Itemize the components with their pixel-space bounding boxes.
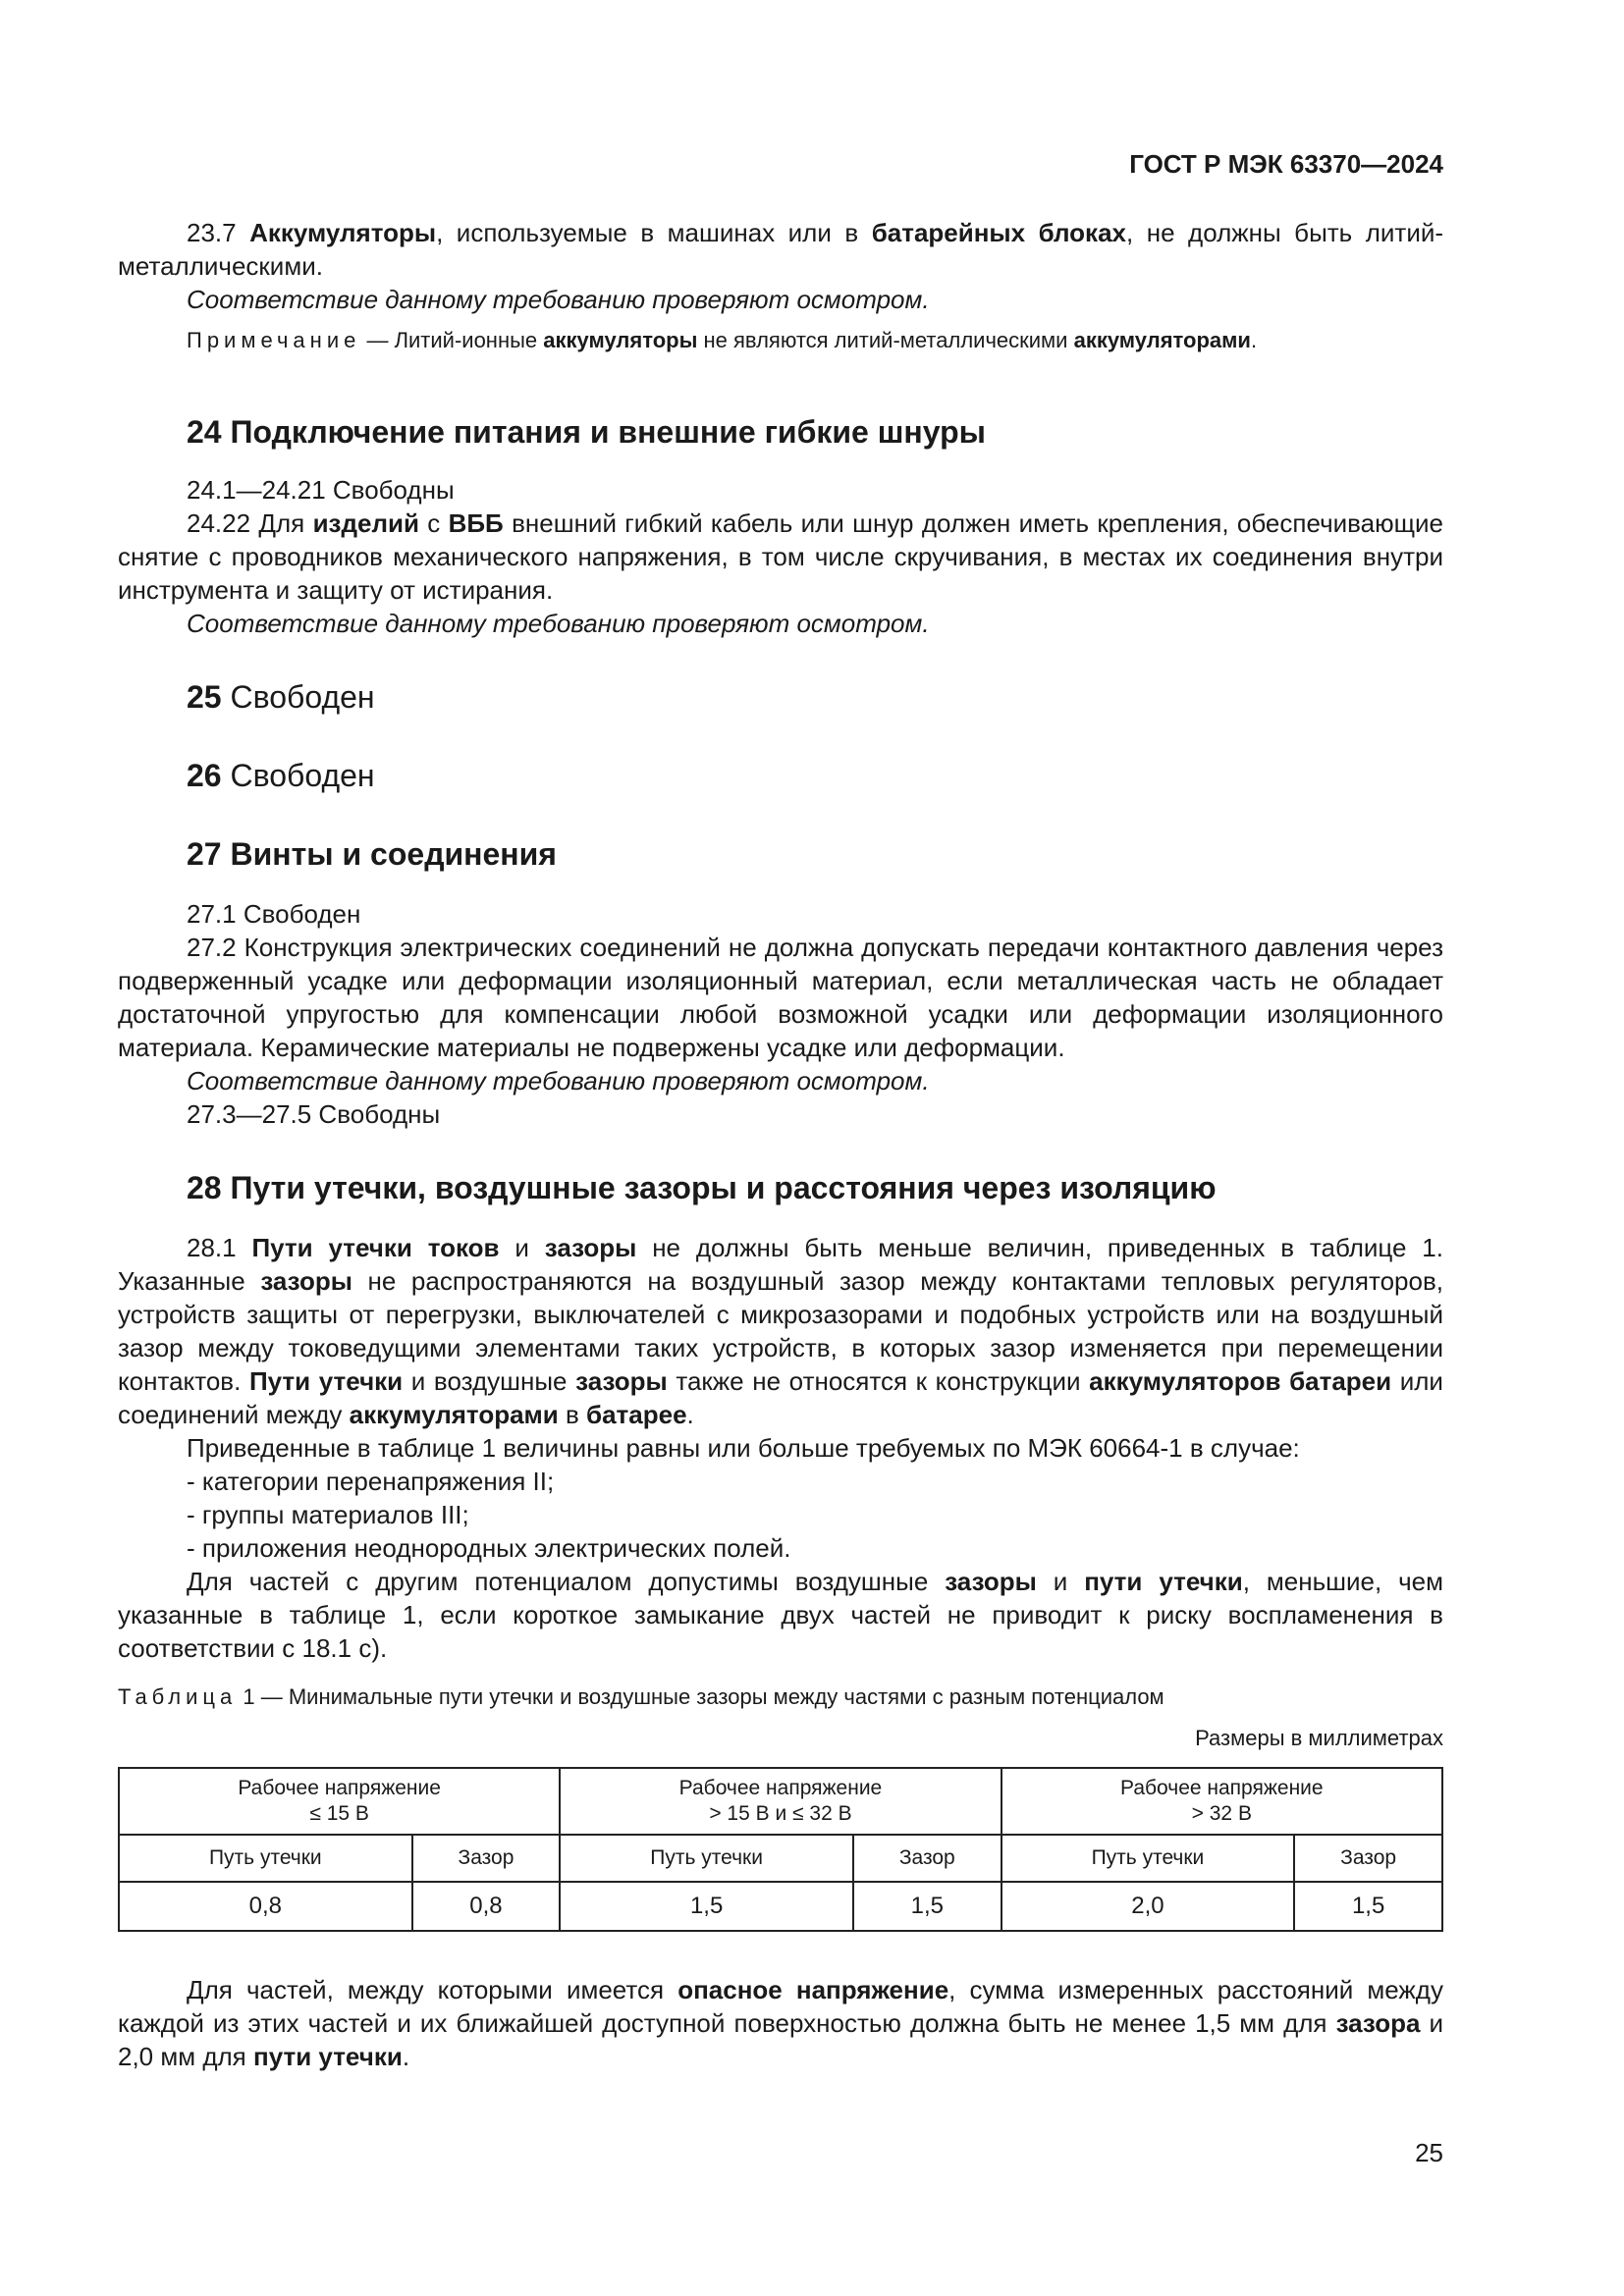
clause-27-3-5: 27.3—27.5 Свободны bbox=[187, 1099, 441, 1129]
table-units-wrap bbox=[118, 1726, 1443, 1751]
compliance-text: Соответствие данному требованию проверяют осмотром. bbox=[187, 285, 930, 314]
table-caption-wrap bbox=[118, 1682, 1443, 1712]
section-24-heading: 24 Подключение питания и внешние гибкие шнуры bbox=[187, 414, 986, 450]
section-27-heading: 27 Винты и соединения bbox=[187, 836, 557, 872]
section-28-body bbox=[118, 1231, 1443, 1665]
clause-23-7-text: 23.7 Аккумуляторы, используемые в машинах или в батарейных блоках, не должны быть литий-металлическими. bbox=[118, 218, 1444, 281]
table-header-row bbox=[119, 1768, 1442, 1835]
table-cell: 0,8 bbox=[119, 1882, 412, 1931]
clause-27-2: 27.2 Конструкция электрических соединений не должна допускать передачи контактного давления через подверженный усадке или деформации изоляционный материал, если металлическая часть не обладает достаточной упругостью для компенсации любой возможной усадки или деформации изоляционного материала. Керамические материалы не подвержены усадке или деформации. bbox=[118, 933, 1443, 1062]
compliance-text: Соответствие данному требованию проверяют осмотром. bbox=[187, 1066, 930, 1095]
section-28-heading-wrap bbox=[118, 1170, 1443, 1206]
section-27-heading-wrap bbox=[118, 836, 1443, 873]
table-group-header: Рабочее напряжение > 15 В и ≤ 32 В bbox=[560, 1768, 1001, 1835]
clause-24-1-21: 24.1—24.21 Свободны bbox=[187, 475, 455, 505]
table-subheader: Путь утечки bbox=[119, 1835, 412, 1882]
page-number: 25 bbox=[1415, 2138, 1443, 2167]
section-26: 26 Свободен bbox=[187, 758, 375, 793]
compliance-text: Соответствие данному требованию проверяют осмотром. bbox=[187, 609, 930, 638]
table-group-header: Рабочее напряжение ≤ 15 В bbox=[119, 1768, 560, 1835]
clause-27-1: 27.1 Свободен bbox=[187, 899, 361, 929]
table-cell: 0,8 bbox=[412, 1882, 561, 1931]
section-24-heading-wrap bbox=[118, 414, 1443, 451]
clause-28-1-other-potential: Для частей с другим потенциалом допустимы воздушные зазоры и пути утечки, меньшие, чем указанные в таблице 1, если короткое замыкание двух частей не приводит к риску воспламенения в соответствии с 18.1 с). bbox=[118, 1567, 1444, 1663]
table-cell: 1,5 bbox=[1294, 1882, 1442, 1931]
clause-28-1: 28.1 Пути утечки токов и зазоры не должны быть меньше величин, приведенных в таблице 1. Указанные зазоры не распространяются на воздушный зазор между контактами тепловых регуляторов, устройств защиты от перегрузки, выключателей с микрозазорами и подобных устройств или на воздушный зазор между токоведущими элементами таких устройств, в которых зазор изменяется при перемещении контактов. Пути утечки и воздушные зазоры также не относятся к конструкции аккумуляторов батареи или соединений между аккумуляторами в батарее. bbox=[118, 1233, 1444, 1429]
table-cell: 2,0 bbox=[1001, 1882, 1295, 1931]
table-units: Размеры в миллиметрах bbox=[1195, 1726, 1443, 1750]
section-25: 25 Свободен bbox=[187, 679, 375, 715]
table-subheader-row bbox=[119, 1835, 1442, 1882]
table-caption: Таблица 1 — Минимальные пути утечки и воздушные зазоры между частями с разным потенциалом bbox=[118, 1684, 1164, 1709]
section-24-body bbox=[118, 473, 1443, 640]
table-subheader: Зазор bbox=[412, 1835, 561, 1882]
clause-28-1-conditions: Приведенные в таблице 1 величины равны или больше требуемых по МЭК 60664-1 в случае: bbox=[187, 1433, 1300, 1463]
table-1 bbox=[118, 1767, 1443, 1932]
table-cell: 1,5 bbox=[560, 1882, 853, 1931]
table-group-header: Рабочее напряжение > 32 В bbox=[1001, 1768, 1442, 1835]
table-subheader: Путь утечки bbox=[560, 1835, 853, 1882]
document-header: ГОСТ Р МЭК 63370—2024 bbox=[1129, 149, 1443, 179]
clause-23-7 bbox=[118, 216, 1443, 355]
table-subheader: Зазор bbox=[853, 1835, 1001, 1882]
list-item: - приложения неоднородных электрических полей. bbox=[187, 1533, 791, 1563]
table-subheader: Зазор bbox=[1294, 1835, 1442, 1882]
table-row bbox=[119, 1882, 1442, 1931]
clause-24-22: 24.22 Для изделий с ВББ внешний гибкий кабель или шнур должен иметь крепления, обеспечивающие снятие с проводников механического напряжения, в том числе скручивания, в местах их соединения внутри инструмента и защиту от истирания. bbox=[118, 508, 1443, 605]
post-table-text: Для частей, между которыми имеется опасное напряжение, сумма измеренных расстояний между каждой из этих частей и их ближайшей доступной поверхностью должна быть не менее 1,5 мм для зазора и 2,0 мм для пути утечки. bbox=[118, 1975, 1443, 2071]
list-item: - группы материалов III; bbox=[187, 1500, 469, 1529]
table-subheader: Путь утечки bbox=[1001, 1835, 1295, 1882]
note: Примечание — Литий-ионные аккумуляторы не являются литий-металлическими аккумуляторами. bbox=[187, 328, 1258, 352]
section-28-heading: 28 Пути утечки, воздушные зазоры и расстояния через изоляцию bbox=[187, 1170, 1217, 1205]
list-item: - категории перенапряжения II; bbox=[187, 1467, 555, 1496]
section-27-body bbox=[118, 897, 1443, 1131]
table-cell: 1,5 bbox=[853, 1882, 1001, 1931]
